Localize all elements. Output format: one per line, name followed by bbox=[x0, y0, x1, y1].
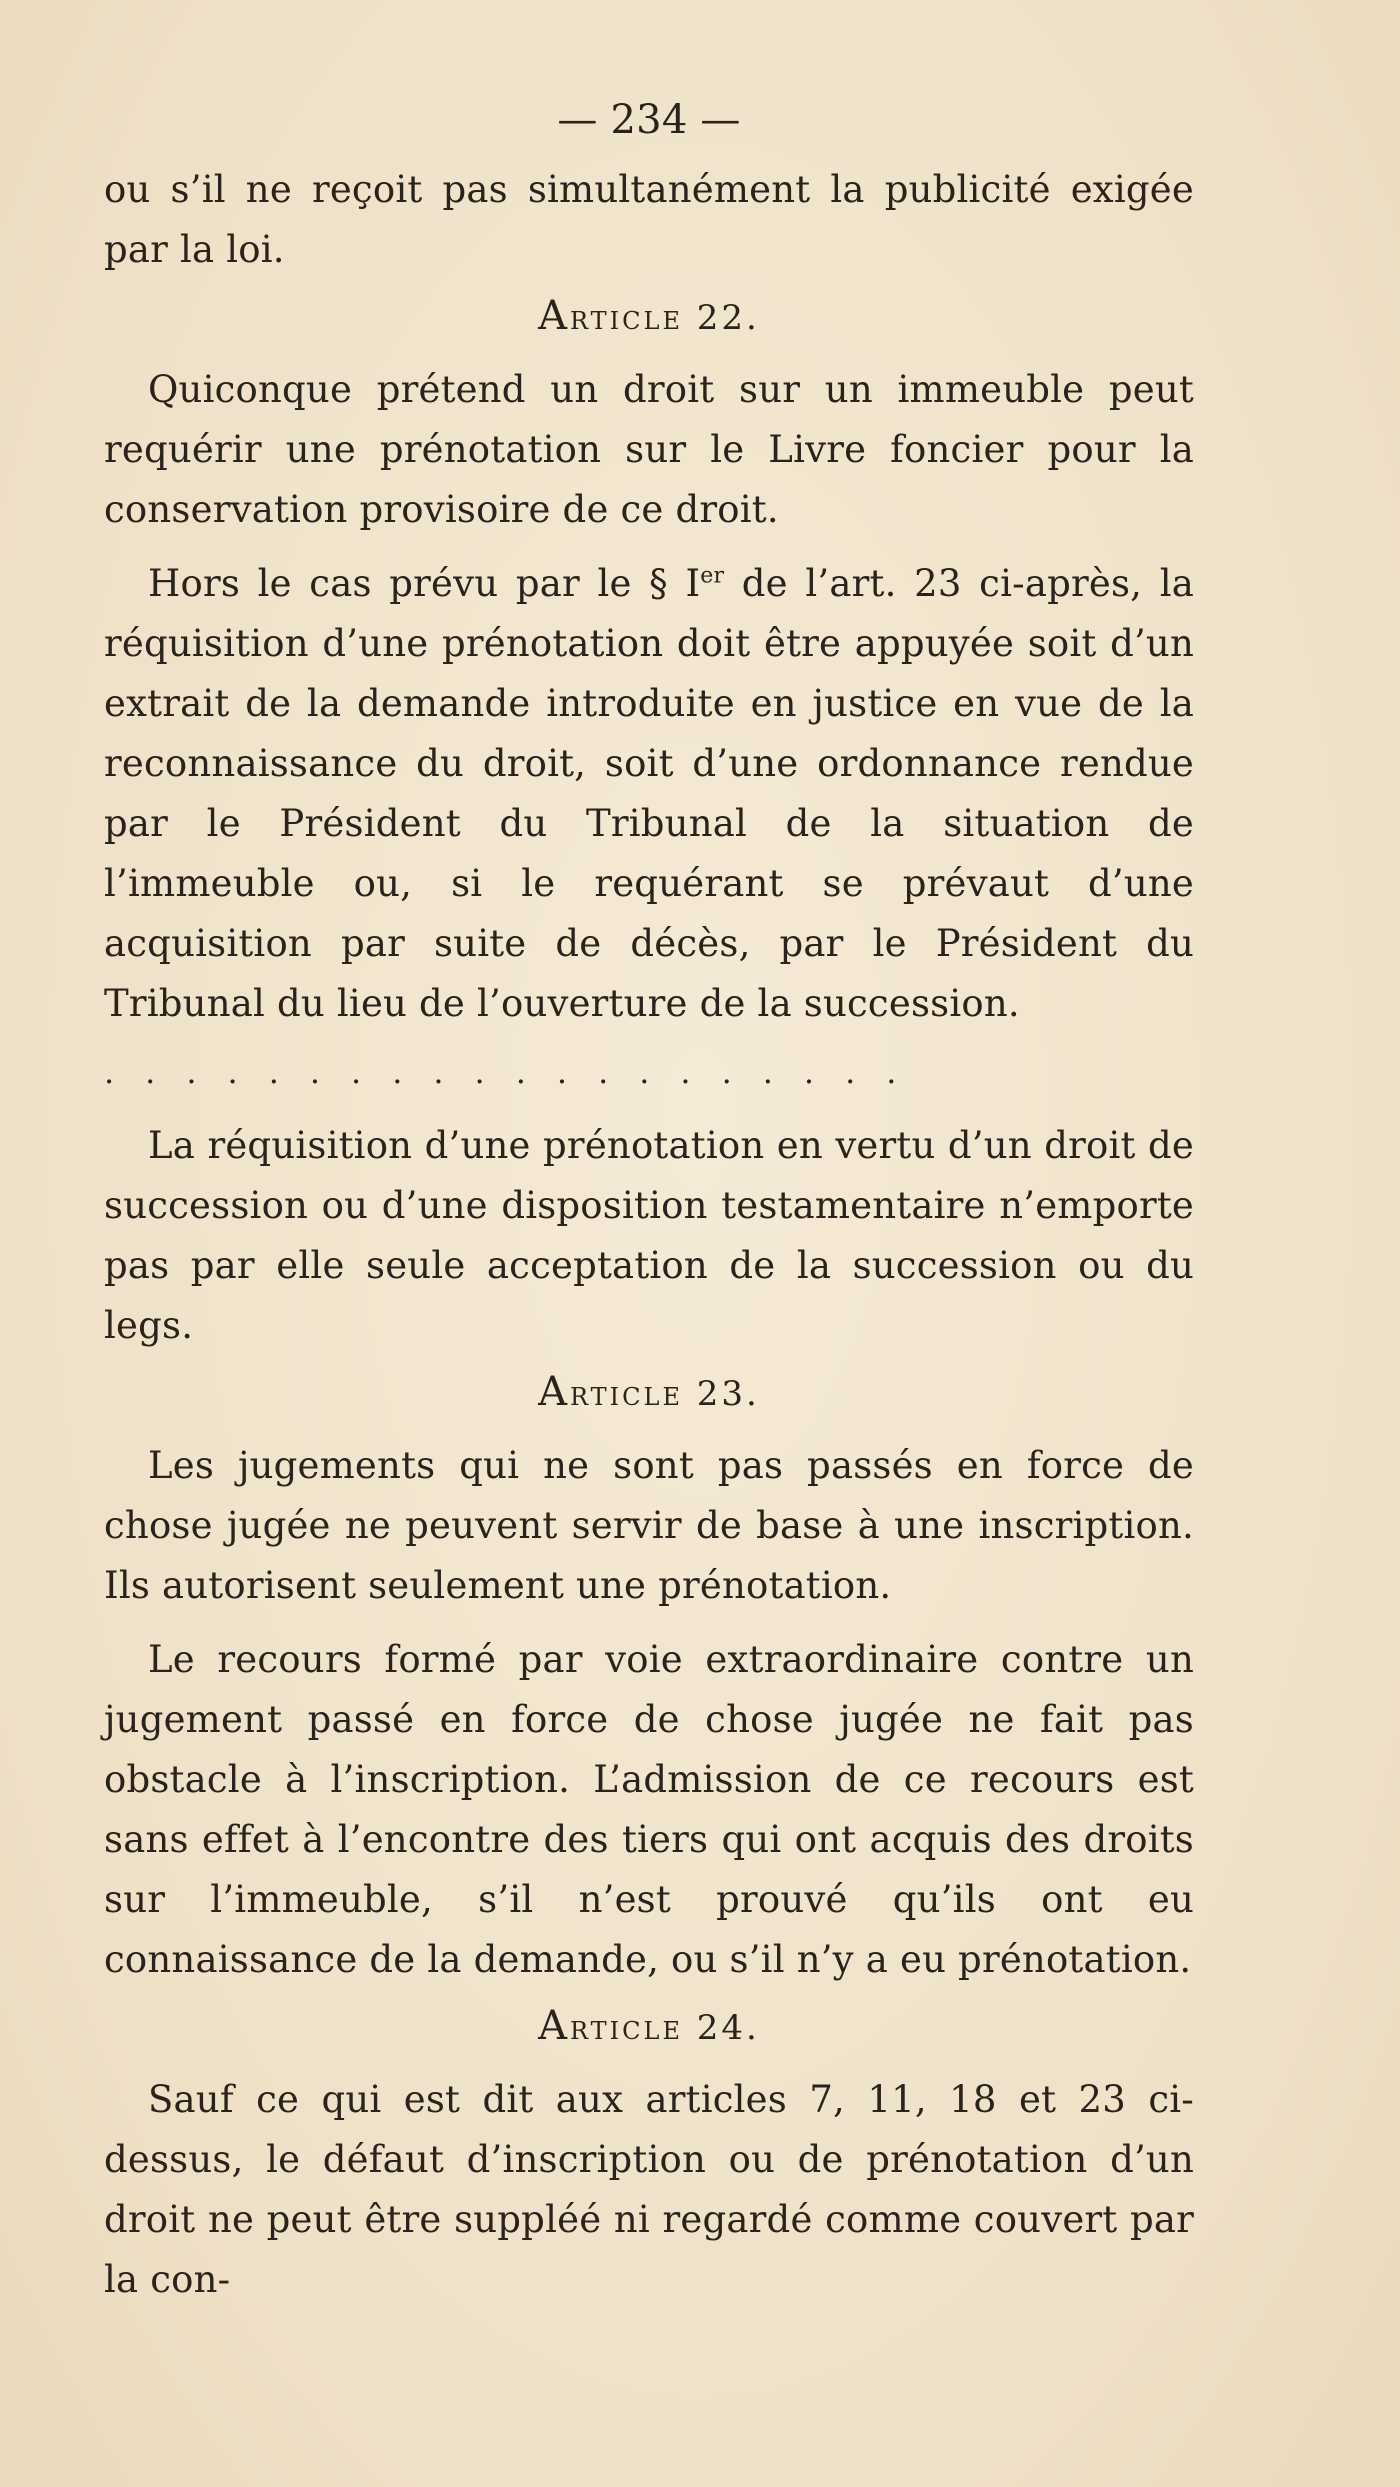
article-24-paragraph-1: Sauf ce qui est dit aux articles 7, 11, 18 et 23 ci-dessus, le défaut d’inscription ou de prénotation d’un droit ne peut être suppléé ni regardé comme couvert par la con- bbox=[104, 2078, 1194, 2301]
article-24-heading-rest: rticle 24. bbox=[570, 2008, 760, 2048]
article-22-paragraph-2-start: Hors le cas prévu par le § I bbox=[148, 562, 701, 605]
article-22-paragraph-2 bbox=[104, 554, 1194, 1034]
article-23-heading-initial: A bbox=[538, 1369, 571, 1415]
article-22-paragraph-2-superscript: er bbox=[700, 563, 725, 589]
article-22-paragraph-3: La réquisition d’une prénotation en vertu d’un droit de succession ou d’une disposition testamentaire n’emporte pas par elle seule acceptation de la succession ou du legs. bbox=[104, 1124, 1194, 1347]
article-22-paragraph-1: Quiconque prétend un droit sur un immeuble peut requérir une prénotation sur le Livre foncier pour la conservation provisoire de ce droit. bbox=[104, 368, 1194, 531]
article-22-paragraph-2-rest: de l’art. 23 ci-après, la réquisition d’une prénotation doit être appuyée soit d’un extrait de la demande introduite en justice en vue de la reconnaissance du droit, soit d’une ordonnance rendue par le Président du Tribunal de la situation de l’immeuble ou, si le requérant se prévaut d’une acquisition par suite de décès, par le Président du Tribunal du lieu de l’ouverture de la succession. bbox=[104, 562, 1194, 1025]
article-24-heading bbox=[104, 1996, 1194, 2056]
article-23-heading-rest: rticle 23. bbox=[570, 1374, 760, 1414]
article-23-paragraph-1: Les jugements qui ne sont pas passés en force de chose jugée ne peuvent servir de base à une inscription. Ils autorisent seulement une prénotation. bbox=[104, 1444, 1194, 1607]
article-22-heading-rest: rticle 22. bbox=[570, 298, 760, 338]
article-23-heading bbox=[104, 1362, 1194, 1422]
article-22-heading bbox=[104, 286, 1194, 346]
article-23-paragraph-2: Le recours formé par voie extraordinaire contre un jugement passé en force de chose jugée ne fait pas obstacle à l’inscription. L’admission de ce recours est sans effet à l’encontre des tiers qui ont acquis des droits sur l’immeuble, s’il n’est prouvé qu’ils ont eu connaissance de la demande, ou s’il n’y a eu prénotation. bbox=[104, 1638, 1194, 1981]
page-number: — 234 — bbox=[557, 97, 741, 143]
article-22-heading-initial: A bbox=[538, 293, 571, 339]
article-24-heading-initial: A bbox=[538, 2003, 571, 2049]
carry-over-paragraph: ou s’il ne reçoit pas simultanément la publicité exigée par la loi. bbox=[104, 168, 1194, 271]
page-text bbox=[104, 90, 1194, 2310]
omission-dots: .................... bbox=[104, 1053, 928, 1091]
